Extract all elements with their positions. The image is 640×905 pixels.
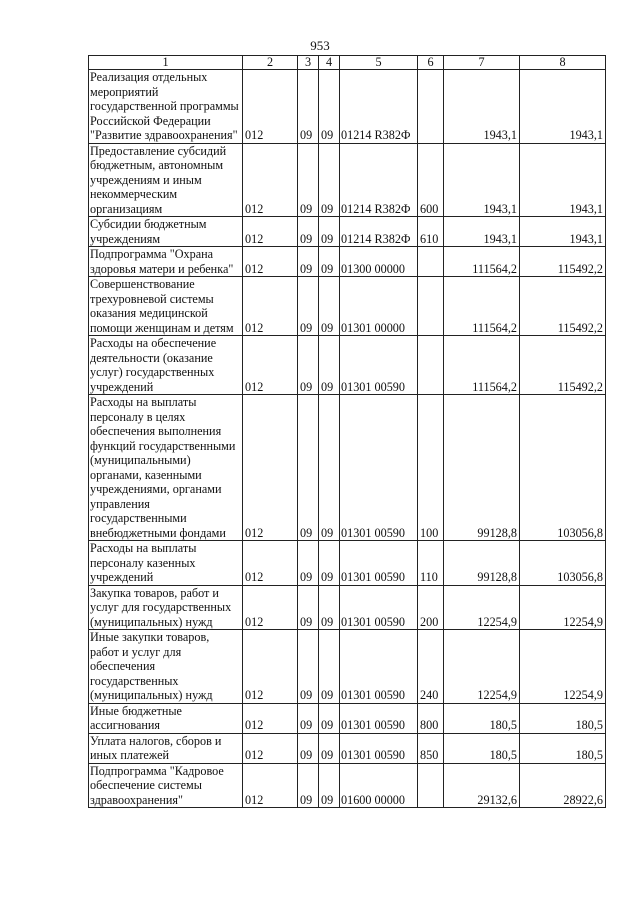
cell-vr: 800: [418, 703, 444, 733]
cell-rz: 09: [298, 630, 319, 704]
cell-name: Реализация отдельных мероприятий государственной программы Российской Федерации "Развитие здравоохранения": [89, 70, 243, 144]
col-header-ved: 2: [243, 56, 298, 70]
col-header-vr: 6: [418, 56, 444, 70]
cell-rz: 09: [298, 247, 319, 277]
col-header-year1: 7: [444, 56, 520, 70]
cell-value-8: 12254,9: [520, 585, 606, 630]
cell-csr: 01214 R382Ф: [340, 70, 418, 144]
cell-vr: [418, 247, 444, 277]
cell-value-7: 99128,8: [444, 541, 520, 586]
cell-value-7: 12254,9: [444, 630, 520, 704]
table-row: [89, 733, 606, 763]
cell-vr: 850: [418, 733, 444, 763]
cell-value-8: 115492,2: [520, 277, 606, 336]
page-number: 953: [310, 38, 330, 53]
cell-ved: 012: [243, 395, 298, 541]
col-header-rz: 3: [298, 56, 319, 70]
cell-value-8: 28922,6: [520, 763, 606, 808]
cell-rz: 09: [298, 585, 319, 630]
cell-csr: 01301 00590: [340, 630, 418, 704]
table-row: [89, 630, 606, 704]
cell-csr: 01301 00590: [340, 395, 418, 541]
cell-value-8: 103056,8: [520, 395, 606, 541]
cell-vr: 240: [418, 630, 444, 704]
table-row: [89, 336, 606, 395]
cell-rz: 09: [298, 733, 319, 763]
cell-pr: 09: [319, 277, 340, 336]
cell-csr: 01214 R382Ф: [340, 143, 418, 217]
cell-value-8: 115492,2: [520, 336, 606, 395]
cell-name: Уплата налогов, сборов и иных платежей: [89, 733, 243, 763]
cell-name: Подпрограмма "Охрана здоровья матери и ребенка": [89, 247, 243, 277]
cell-vr: [418, 277, 444, 336]
cell-rz: 09: [298, 70, 319, 144]
cell-ved: 012: [243, 336, 298, 395]
cell-pr: 09: [319, 70, 340, 144]
cell-pr: 09: [319, 541, 340, 586]
cell-vr: 200: [418, 585, 444, 630]
col-header-year2: 8: [520, 56, 606, 70]
cell-vr: 100: [418, 395, 444, 541]
cell-rz: 09: [298, 217, 319, 247]
cell-rz: 09: [298, 336, 319, 395]
cell-rz: 09: [298, 763, 319, 808]
cell-csr: 01300 00000: [340, 247, 418, 277]
cell-pr: 09: [319, 585, 340, 630]
cell-name: Закупка товаров, работ и услуг для государственных (муниципальных) нужд: [89, 585, 243, 630]
cell-pr: 09: [319, 217, 340, 247]
cell-csr: 01301 00000: [340, 277, 418, 336]
cell-value-7: 1943,1: [444, 217, 520, 247]
cell-ved: 012: [243, 630, 298, 704]
cell-name: Расходы на обеспечение деятельности (оказание услуг) государственных учреждений: [89, 336, 243, 395]
table-row: [89, 541, 606, 586]
cell-pr: 09: [319, 763, 340, 808]
cell-vr: 610: [418, 217, 444, 247]
cell-value-8: 1943,1: [520, 143, 606, 217]
cell-csr: 01214 R382Ф: [340, 217, 418, 247]
cell-value-8: 12254,9: [520, 630, 606, 704]
cell-value-7: 111564,2: [444, 336, 520, 395]
cell-value-7: 1943,1: [444, 143, 520, 217]
cell-name: Предоставление субсидий бюджетным, автономным учреждениям и иным некоммерческим организациям: [89, 143, 243, 217]
cell-value-7: 180,5: [444, 703, 520, 733]
cell-name: Расходы на выплаты персоналу казенных учреждений: [89, 541, 243, 586]
cell-vr: [418, 336, 444, 395]
cell-csr: 01301 00590: [340, 541, 418, 586]
table-row: [89, 70, 606, 144]
cell-rz: 09: [298, 277, 319, 336]
cell-rz: 09: [298, 541, 319, 586]
cell-ved: 012: [243, 763, 298, 808]
cell-name: Иные бюджетные ассигнования: [89, 703, 243, 733]
cell-pr: 09: [319, 247, 340, 277]
table-row: [89, 703, 606, 733]
cell-ved: 012: [243, 733, 298, 763]
cell-value-8: 115492,2: [520, 247, 606, 277]
cell-name: Субсидии бюджетным учреждениям: [89, 217, 243, 247]
table-row: [89, 585, 606, 630]
cell-value-7: 29132,6: [444, 763, 520, 808]
cell-csr: 01301 00590: [340, 336, 418, 395]
cell-vr: 600: [418, 143, 444, 217]
cell-pr: 09: [319, 630, 340, 704]
table-row: [89, 143, 606, 217]
cell-name: Подпрограмма "Кадровое обеспечение системы здравоохранения": [89, 763, 243, 808]
cell-value-8: 1943,1: [520, 70, 606, 144]
cell-value-8: 180,5: [520, 703, 606, 733]
cell-ved: 012: [243, 703, 298, 733]
col-header-name: 1: [89, 56, 243, 70]
cell-vr: 110: [418, 541, 444, 586]
cell-ved: 012: [243, 541, 298, 586]
cell-value-8: 1943,1: [520, 217, 606, 247]
cell-value-7: 180,5: [444, 733, 520, 763]
cell-vr: [418, 70, 444, 144]
cell-csr: 01301 00590: [340, 585, 418, 630]
cell-value-7: 1943,1: [444, 70, 520, 144]
cell-pr: 09: [319, 336, 340, 395]
cell-csr: 01600 00000: [340, 763, 418, 808]
cell-value-8: 103056,8: [520, 541, 606, 586]
cell-rz: 09: [298, 143, 319, 217]
table-row: [89, 247, 606, 277]
table-row: [89, 217, 606, 247]
col-header-csr: 5: [340, 56, 418, 70]
table-row: [89, 395, 606, 541]
cell-name: Иные закупки товаров, работ и услуг для обеспечения государственных (муниципальных) нужд: [89, 630, 243, 704]
cell-value-8: 180,5: [520, 733, 606, 763]
cell-pr: 09: [319, 703, 340, 733]
budget-table: [88, 55, 606, 808]
cell-name: Расходы на выплаты персоналу в целях обеспечения выполнения функций государственными (муниципальными) органами, казенными учреждениями, органами управления государственными внебюджетными фондами: [89, 395, 243, 541]
cell-name: Совершенствование трехуровневой системы оказания медицинской помощи женщинам и детям: [89, 277, 243, 336]
cell-csr: 01301 00590: [340, 733, 418, 763]
cell-ved: 012: [243, 217, 298, 247]
cell-ved: 012: [243, 70, 298, 144]
cell-value-7: 111564,2: [444, 277, 520, 336]
cell-pr: 09: [319, 395, 340, 541]
cell-ved: 012: [243, 585, 298, 630]
cell-value-7: 111564,2: [444, 247, 520, 277]
cell-value-7: 12254,9: [444, 585, 520, 630]
cell-pr: 09: [319, 733, 340, 763]
table-row: [89, 763, 606, 808]
cell-value-7: 99128,8: [444, 395, 520, 541]
cell-ved: 012: [243, 143, 298, 217]
cell-ved: 012: [243, 277, 298, 336]
cell-vr: [418, 763, 444, 808]
col-header-pr: 4: [319, 56, 340, 70]
table-row: [89, 277, 606, 336]
header-row: [89, 56, 606, 70]
cell-pr: 09: [319, 143, 340, 217]
cell-csr: 01301 00590: [340, 703, 418, 733]
cell-rz: 09: [298, 395, 319, 541]
cell-ved: 012: [243, 247, 298, 277]
cell-rz: 09: [298, 703, 319, 733]
